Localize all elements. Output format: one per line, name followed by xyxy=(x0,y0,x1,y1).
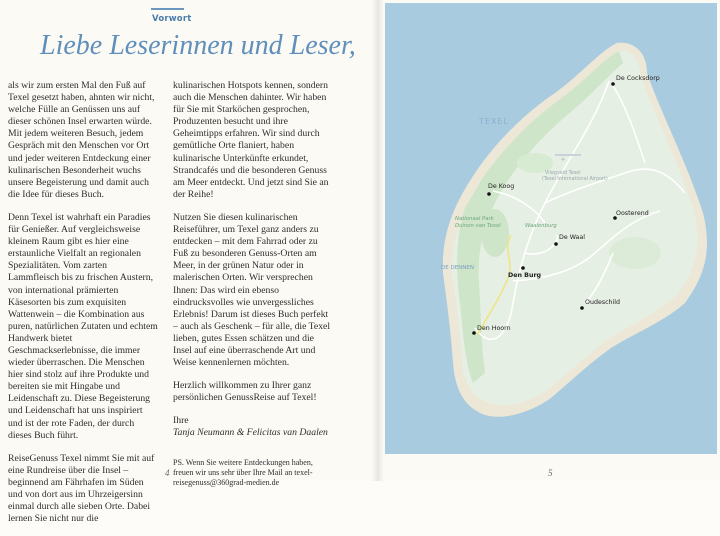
signature-names: Tanja Neumann & Felicitas van Daalen xyxy=(173,427,328,439)
paragraph: Herzlich willkommen zu Ihrer ganz persönlichen GenussReise auf Texel! xyxy=(173,380,317,404)
place-dot xyxy=(580,306,584,310)
place-dot xyxy=(487,192,491,196)
section-rule xyxy=(151,8,184,10)
field-patch xyxy=(609,237,661,269)
place-label: Oudeschild xyxy=(585,299,621,306)
page-number-left: 4 xyxy=(165,468,170,478)
airport-label: Vliegveld Texel xyxy=(545,171,581,176)
place-label: De Cocksdorp xyxy=(616,75,660,82)
place-dot xyxy=(611,82,615,86)
place-dot xyxy=(554,242,558,246)
paragraph: Denn Texel ist wahrhaft ein Paradies für Genießer. Auf vergleichsweise kleinem Raum gibt es hier eine erstaunliche Vielfalt an regionalen Spezialitäten. Vom zarten Lammfleisch bis zu frischen Austern, von international prämierten Käsesorten bis zum exquisiten Wattenwein – die Kombination aus puren, natürlichen Zutaten und echtem Handwerk bietet Geschmackserlebnisse, die immer wieder überraschen. Die Menschen hier sind stolz auf ihre Produkte und bereiten sie mit Hingabe und Leidenschaft zu. Diese Begeisterung und Leidenschaft hat uns inspiriert und ist der rote Faden, der durch dieses Buch führt. xyxy=(8,211,158,441)
forest-patch xyxy=(517,153,553,173)
airport-label: (Texel International Airport) xyxy=(542,177,608,182)
place-label: De Koog xyxy=(488,183,515,190)
park-label: Duinen van Texel xyxy=(455,223,501,229)
place-dot xyxy=(521,266,525,270)
postscript: PS. Wenn Sie weitere Entdeckungen haben, freuen wir uns sehr über Ihre Mail an texel-reisegenuss@360grad-medien.de xyxy=(173,457,313,487)
section-label: Vorwort xyxy=(152,14,192,24)
text-column-1 xyxy=(8,80,158,536)
place-label: De Waal xyxy=(559,234,586,241)
book-gutter xyxy=(372,0,384,481)
paragraph: als wir zum ersten Mal den Fuß auf Texel gesetzt haben, ahnten wir nicht, welche Fülle an Genüssen uns auf dieser schönen Insel erwarten würde. Mit jedem weiteren Besuch, jedem Gespräch mit den Menschen vor Ort und jeder weiteren Entdeckung einer kulinarischen Besonderheit wuchs unsere Begeisterung und damit auch die Idee für dieses Buch. xyxy=(8,80,155,200)
text-column-2 xyxy=(173,80,333,488)
paragraph: Nutzen Sie diesen kulinarischen Reiseführer, um Texel ganz anders zu entdecken – mit dem Fahrrad oder zu Fuß zu besonderen Genuss-Orten am Meer, in der grünen Natur oder in malerischen Orten. Wir versprechen Ihnen: Das wird ein ebenso eindrucksvolles wie unvergessliches Erlebnis! Darum ist dieses Buch perfekt – auch als Geschenk – für alle, die Texel lieben, gutes Essen schätzen und die Insel auf eine überraschende Art und Weise kennenlernen möchten. xyxy=(173,211,331,369)
park-label: Nationaal Park xyxy=(455,216,494,222)
waalenburg-label: Waalenburg xyxy=(525,223,557,229)
sea-label: DE DENNEN xyxy=(441,265,474,271)
map-svg xyxy=(385,3,717,454)
place-label: Den Hoorn xyxy=(477,325,511,332)
page-heading: Liebe Leserinnen und Leser, xyxy=(40,30,356,61)
place-label: Den Burg xyxy=(508,272,542,279)
paragraph: ReiseGenuss Texel nimmt Sie mit auf eine Rundreise über die Insel – beginnend am Fährhafen im Süden und von dort aus im Uhrzeigersinn einmal durch alle sieben Orte. Dabei lernen Sie nicht nur die xyxy=(8,452,155,525)
island-name: TEXEL xyxy=(479,117,509,126)
signature-greeting: Ihre xyxy=(173,415,189,427)
place-dot xyxy=(472,331,476,335)
page-number-right: 5 xyxy=(548,468,553,478)
place-label: Oosterend xyxy=(616,210,649,217)
texel-map xyxy=(385,3,717,454)
paragraph: kulinarischen Hotspots kennen, sondern auch die Menschen dahinter. Wir haben für Sie mit Starköchen gesprochen, Produzenten besucht und ihre Geheimtipps erfahren. Wir sind durch gemütliche Orte flaniert, haben kulinarische Unterkünfte erkundet, Strandcafés und die besonderen Genuss am Meer entdeckt. Und jetzt sind Sie an der Reihe! xyxy=(173,80,329,200)
airport-icon: ✈ xyxy=(561,158,566,163)
